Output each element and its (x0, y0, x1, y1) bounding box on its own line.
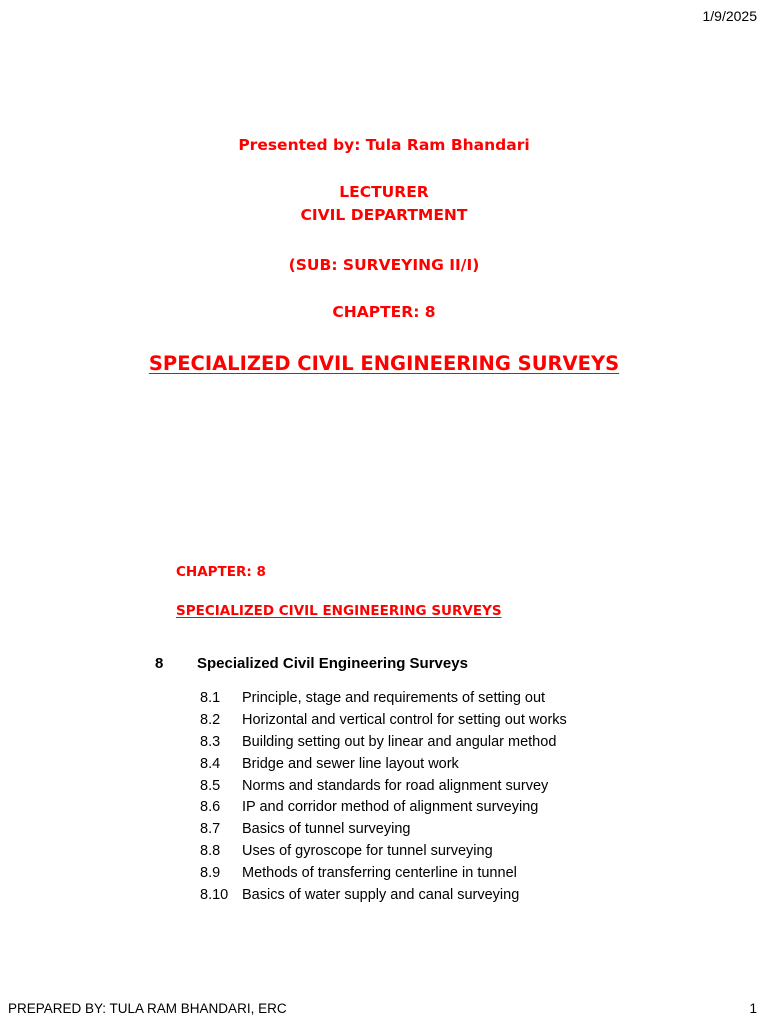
department-line: CIVIL DEPARTMENT (300, 206, 468, 224)
toc-item (200, 819, 567, 841)
toc-heading-text: Specialized Civil Engineering Surveys (197, 655, 468, 672)
toc-item-text: Norms and standards for road alignment survey (242, 777, 549, 794)
toc-item-number: 8.7 (200, 821, 221, 838)
toc-item (200, 841, 567, 863)
toc-item-text: IP and corridor method of alignment surveying (242, 799, 539, 816)
subject-line: (SUB: SURVEYING II/I) (288, 256, 480, 274)
slide2-chapter: CHAPTER: 8 (176, 564, 266, 580)
toc-item-text: Uses of gyroscope for tunnel surveying (242, 843, 493, 860)
toc-item-text: Bridge and sewer line layout work (242, 755, 459, 772)
toc-heading (155, 655, 468, 672)
toc-item-text: Methods of transferring centerline in tunnel (242, 865, 517, 882)
toc-item-number: 8.10 (200, 887, 229, 904)
toc-item-number: 8.2 (200, 711, 221, 728)
presenter-line: Presented by: Tula Ram Bhandari (238, 136, 530, 154)
toc-item-number: 8.3 (200, 733, 221, 750)
toc-item-number: 8.6 (200, 799, 221, 816)
toc-item-number: 8.1 (200, 690, 221, 706)
toc-heading-number: 8 (155, 655, 164, 672)
toc-item-number: 8.9 (200, 865, 221, 882)
page-date: 1/9/2025 (702, 8, 757, 24)
toc-item (200, 688, 567, 710)
toc-item (200, 776, 567, 798)
toc-item-text: Horizontal and vertical control for setting out works (242, 711, 567, 728)
toc-item-text: Basics of water supply and canal surveying (242, 887, 520, 904)
chapter-line: CHAPTER: 8 (332, 303, 436, 321)
toc-list (200, 688, 567, 907)
toc-item-number: 8.4 (200, 755, 221, 772)
page-number: 1 (749, 1001, 757, 1016)
designation-line: LECTURER (339, 183, 429, 201)
toc-item (200, 797, 567, 819)
toc-item-number: 8.5 (200, 777, 221, 794)
footer-prepared-by: PREPARED BY: TULA RAM BHANDARI, ERC (8, 1001, 287, 1016)
toc-item (200, 732, 567, 754)
toc-item (200, 885, 567, 907)
toc-item-number: 8.8 (200, 843, 221, 860)
toc-item (200, 754, 567, 776)
toc-item-text: Building setting out by linear and angular method (242, 733, 557, 750)
toc-item (200, 863, 567, 885)
toc-item-text: Principle, stage and requirements of setting out (242, 690, 546, 706)
page-title: SPECIALIZED CIVIL ENGINEERING SURVEYS (148, 352, 620, 375)
slide2-title: SPECIALIZED CIVIL ENGINEERING SURVEYS (176, 603, 502, 619)
toc-item (200, 710, 567, 732)
toc-item-text: Basics of tunnel surveying (242, 821, 411, 838)
